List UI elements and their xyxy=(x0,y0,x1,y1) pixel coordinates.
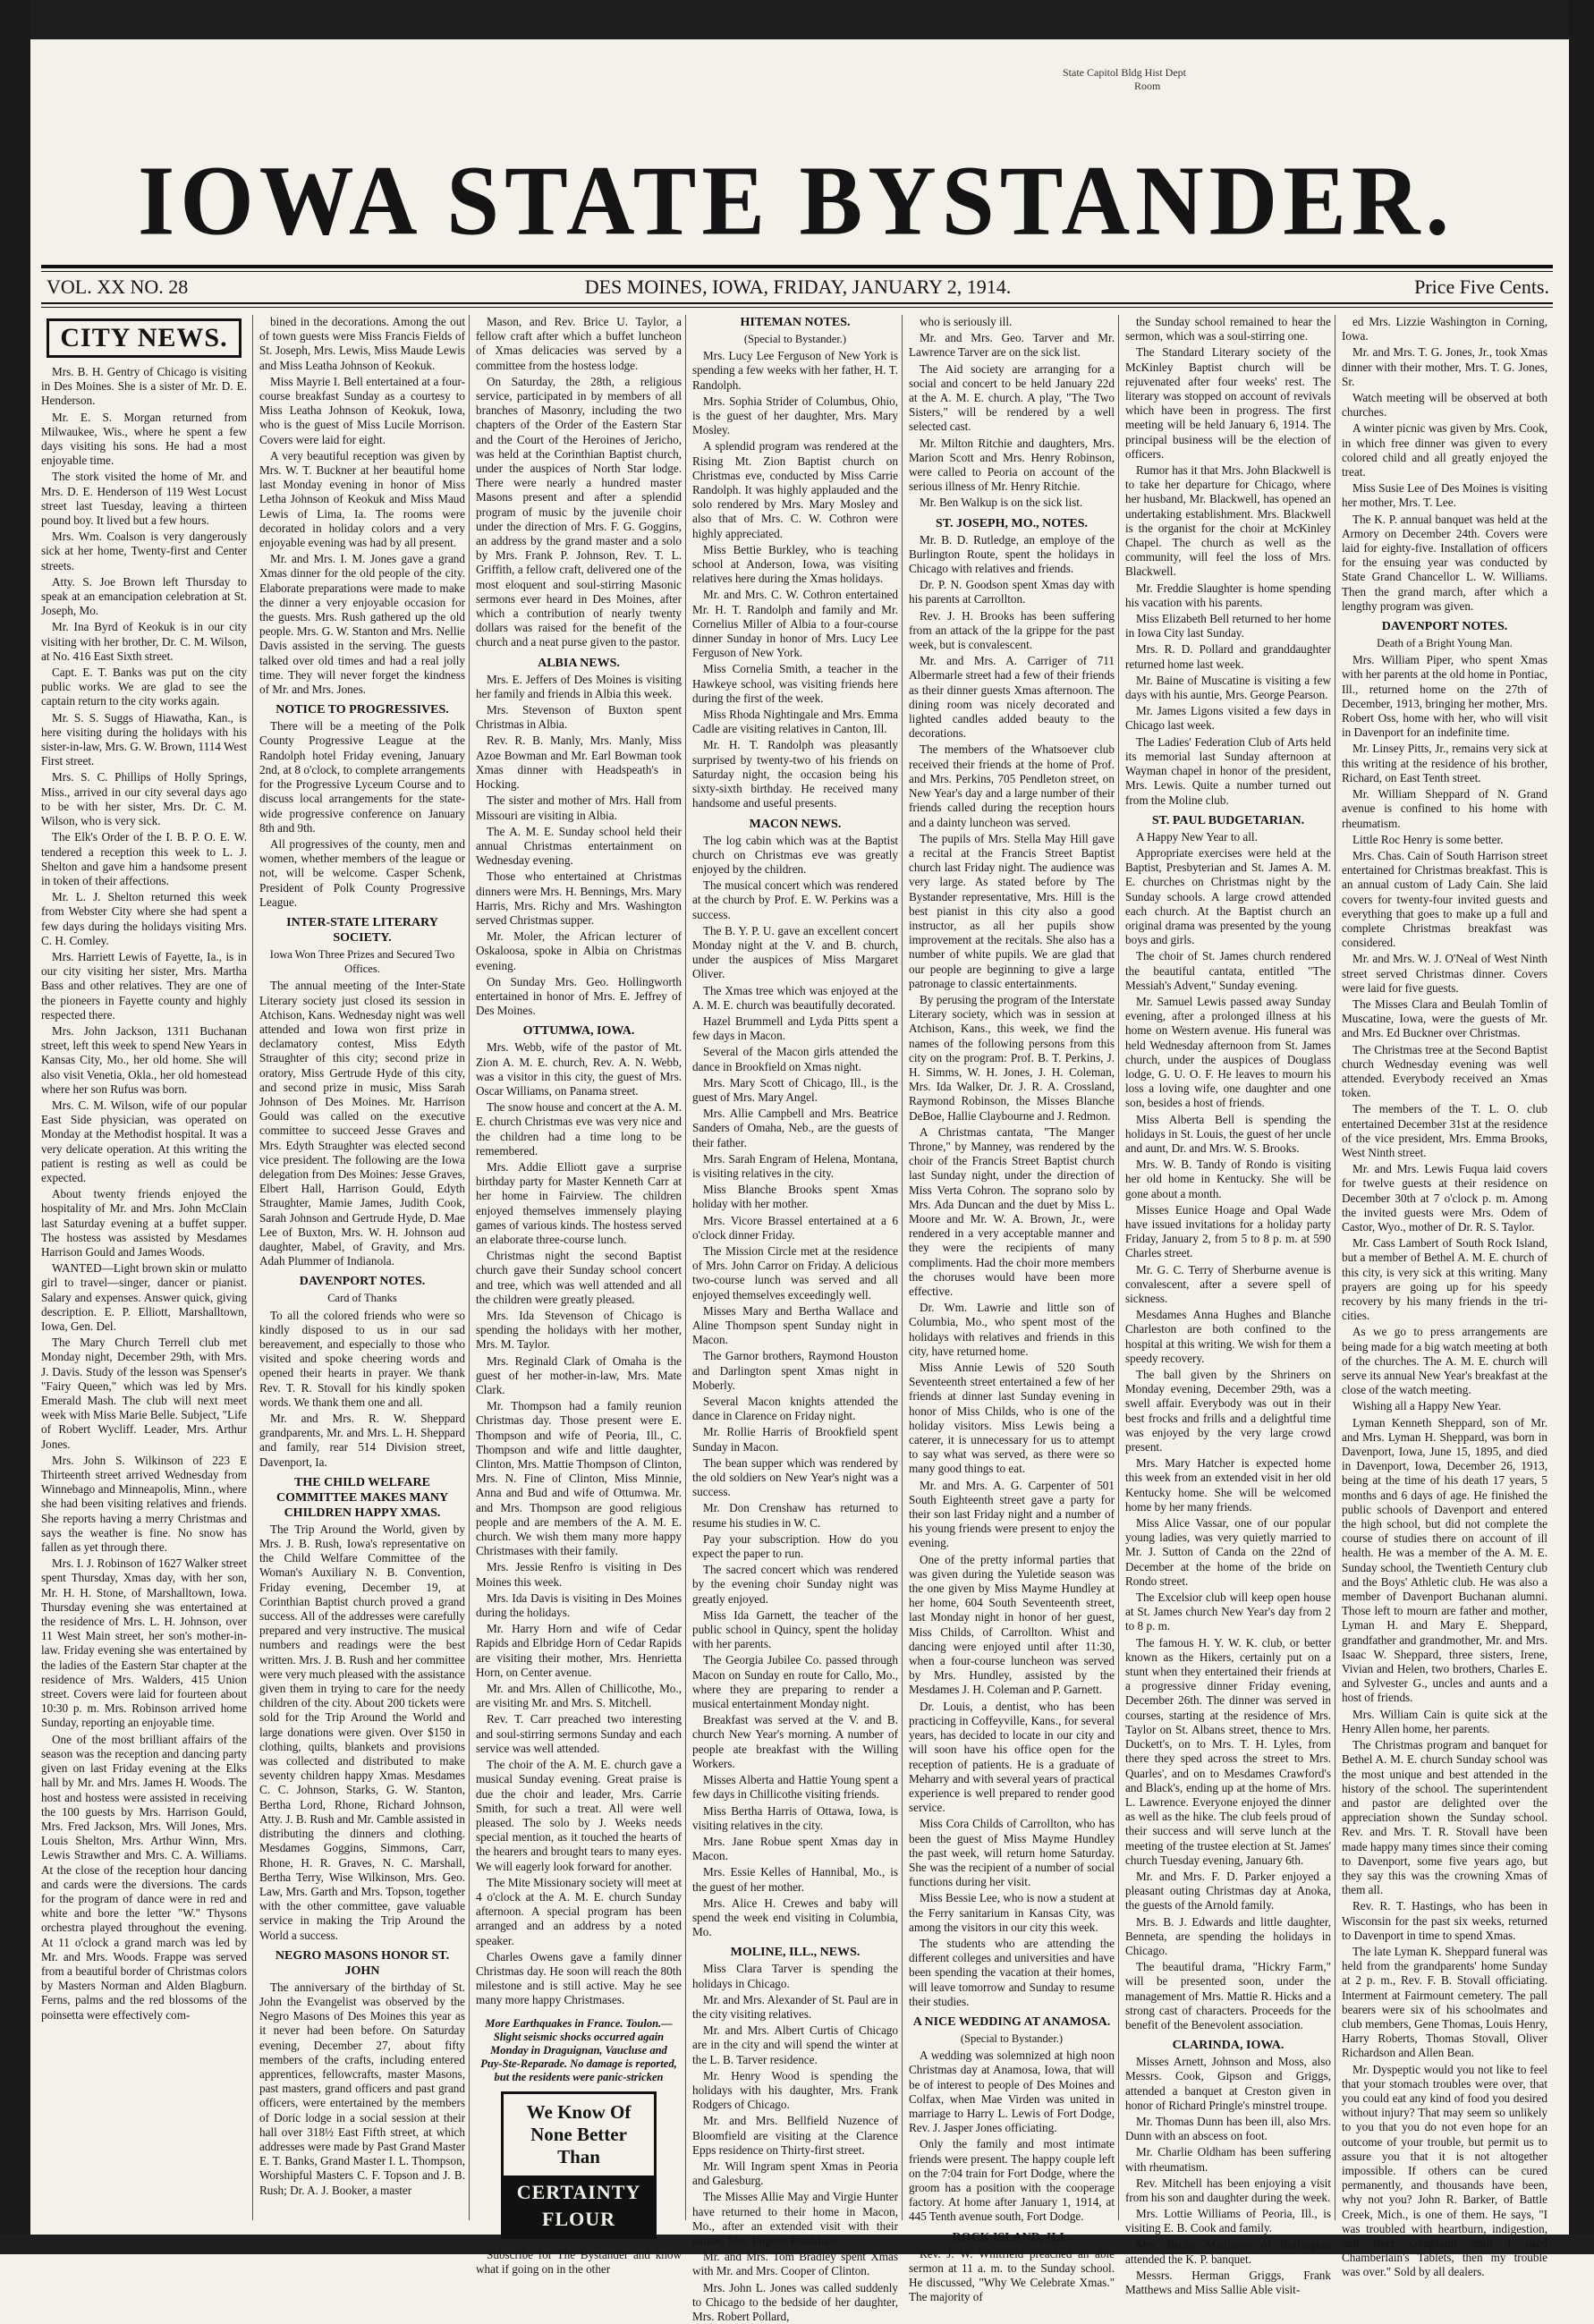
paragraph: Mrs. Alice H. Crewes and baby will spend the week end visiting in Columbia, Mo. xyxy=(692,1896,898,1939)
paragraph: Mesdames Anna Hughes and Blanche Charleston are both confined to the hospital at this writing. We wish for them a speedy recovery. xyxy=(1125,1308,1331,1365)
paragraph: Mr. and Mrs. T. G. Jones, Jr., took Xmas dinner with their mother, Mrs. T. G. Jones, Sr. xyxy=(1342,345,1547,388)
paragraph: Mr. Ina Byrd of Keokuk is in our city visiting with her brother, Dr. C. M. Wilson, at No. 416 East Sixth street. xyxy=(41,620,247,663)
paragraph: The famous H. Y. W. K. club, or better known as the Hikers, certainly put on a stunt when they entertained their friends at a progressive dinner Friday evening, December 26th. The dinner was served in courses, starting at the residence of Mrs. Taylor on St. Albans street, thence to Mrs. Duckett's, on to Mrs. T. H. Lyles, from there they sped across the street to Mrs. Quarles', and on to Mesdames Crawford's and Black's, ending up at the home of Mrs. L. Lawrence. Everyone enjoyed the dinner as well as the hike. The club feels proud of their success and will serve lunch at the meeting of the trustee election at St. James' church Tuesday evening, January 6th. xyxy=(1125,1635,1331,1867)
paragraph: Mr. and Mrs. Allen of Chillicothe, Mo., are visiting Mr. and Mrs. S. Mitchell. xyxy=(476,1682,682,1710)
article-body xyxy=(1125,315,1331,808)
article-heading: A NICE WEDDING AT ANAMOSA. xyxy=(912,2014,1111,2029)
column-2 xyxy=(259,315,465,2220)
article-body xyxy=(909,315,1115,511)
paragraph: Mr. and Mrs. A. Carriger of 711 Albermarle street had a few of their friends as their dinner guests Xmas afternoon. The dining room was nicely decorated and lighted candles added beauty to the decorations. xyxy=(909,654,1115,741)
paragraph: Breakfast was served at the V. and B. church New Year's morning. A number of people ate breakfast with the Willing Workers. xyxy=(692,1713,898,1770)
scan-edge-top xyxy=(0,0,1594,39)
paragraph: The pupils of Mrs. Stella May Hill gave a recital at the Francis Street Baptist church last Friday night. The audience was very large. As stated before by The Bystander representative, Mrs. Hill is the best pianist in this city also a good instructor, as all her pupils show improvement at the recitals. She also has a number of white pupils. We are glad that our people are beginning to give a large patronage to classic entertainments. xyxy=(909,831,1115,990)
article-body xyxy=(259,1309,465,1470)
article-body xyxy=(692,834,898,1940)
paragraph: The Ladies' Federation Club of Arts held its memorial last Sunday afternoon at Wayman chapel in honor of the president, Mrs. Lewis. Quite a number turned out from the Moline club. xyxy=(1125,734,1331,807)
paragraph: Mr. Cass Lambert of South Rock Island, but a member of Bethel A. M. E. church of this city, is very sick at this writing. Many prayers are going up for his speedy recovery by his many friends in the tri-cities. xyxy=(1342,1236,1547,1323)
paragraph: Mr. Harry Horn and wife of Cedar Rapids and Elbridge Horn of Cedar Rapids are visiting their mother, Mrs. Henrietta Horn, on Center avenue. xyxy=(476,1622,682,1679)
stamp-line-2: Room xyxy=(1134,80,1161,92)
column-1 xyxy=(41,315,247,2220)
column-7 xyxy=(1342,315,1547,2279)
volume-number: VOL. XX NO. 28 xyxy=(47,276,189,298)
article-body xyxy=(1125,2055,1331,2297)
paragraph: Mr. S. S. Suggs of Hiawatha, Kan., is here visiting during the holidays with his sister-in-law, Mrs. G. W. Brown, 1114 West First street. xyxy=(41,710,247,768)
paragraph: Mrs. Reginald Clark of Omaha is the guest of her mother-in-law, Mrs. Mate Clark. xyxy=(476,1353,682,1397)
ad-tagline: We Know Of None Better Than xyxy=(526,2100,632,2167)
article-heading: NOTICE TO PROGRESSIVES. xyxy=(276,703,449,717)
paragraph: Mrs. Harriett Lewis of Fayette, Ia., is in our city visiting her sister, Mrs. Martha Bass and other relatives. They are one of the pioneers in Fayette county and highly respected there. xyxy=(41,949,247,1022)
paragraph: Wishing all a Happy New Year. xyxy=(1352,1399,1502,1413)
article-body xyxy=(259,719,465,910)
paragraph: Miss Alice Vassar, one of our popular young ladies, was very quietly married to Mr. J. Sutton of Canda on the 22nd of December at the home of the bride on Rondo street. xyxy=(1125,1516,1331,1588)
paragraph: Mrs. Ida Stevenson of Chicago is spending the holidays with her mother, Mrs. M. Taylor. xyxy=(476,1309,682,1352)
paragraph: bined in the decorations. Among the out of town guests were Miss Francis Fields of St. Joseph, Mrs. Lewis, Miss Maude Lewis and Miss Leatha Johnson of Keokuk. xyxy=(259,315,465,372)
paragraph: Miss Mayrie I. Bell entertained at a four-course breakfast Sunday as a courtesy to Miss Leatha Johnson of Keokuk, Iowa, who is the guest of Miss Lucile Morrison. Covers were laid for eight. xyxy=(259,374,465,446)
masthead-rule xyxy=(41,265,1553,268)
paragraph: One of the most brilliant affairs of the season was the reception and dancing party given on last Friday evening at the Elks hall by Mr. and Mrs. James H. Woods. The host and hostess were assisted in receiving the 100 guests by Mrs. Harrison Gould, Mrs. Fred Jackson, Mrs. Will Jones, Mrs. Louis Shelton, Mrs. Arthur Winn, Mrs. Lewis Strawther and Mrs. C. A. Williams. At the close of the reception hour dancing and cards were the diversions. The cards for the program of dance were in red and white and bore the letter "W." Thysons orchestra played throughout the evening. At 11 o'clock a grand march was led by Mr. and Mrs. Woods. Frappe was served from a beautiful border of Christmas colors by Masters Norman and Alden Blagburn. Ferns, palms and the red blossoms of the poinsetta were effectively com- xyxy=(41,1732,247,2022)
paragraph: Mrs. John S. Wilkinson of 223 E Thirteenth street arrived Wednesday from Winnebago and Minneapolis, Minn., where she had been visiting relatives and friends. She reports having a merry Christmas and says the weather is fine. No snow has fallen as yet through there. xyxy=(41,1453,247,1555)
paragraph: The Garnor brothers, Raymond Houston and Darlington spent Xmas night in Moberly. xyxy=(692,1349,898,1392)
paragraph: Mr. H. T. Randolph was pleasantly surprised by twenty-two of his friends on Saturday night, the occasion being his sixty-sixth birthday. He received many handsome and useful presents. xyxy=(692,738,898,810)
paragraph: Watch meeting will be observed at both churches. xyxy=(1342,391,1547,420)
paragraph: Mrs. Mary Hatcher is expected home this week from an extended visit in her old Kentucky home. She will be welcomed home by her many friends. xyxy=(1125,1456,1331,1514)
paragraph: Mr. Ben Walkup is on the sick list. xyxy=(920,496,1083,510)
paragraph: The musical concert which was rendered at the church by Prof. E. W. Perkins was a success. xyxy=(692,878,898,921)
paragraph: A Christmas cantata, "The Manger Throne," by Manney, was rendered by the choir of the Francis Street Baptist church last Sunday night, under the direction of Miss Verta Cohron. The soprano solo by Mrs. Ada Duncan and the duet by Miss L. Moore and Mr. W. A. Brown, Jr., were rendered in a very acceptable manner and they were the recipients of many compliments. Had the choir more members the choruses would have been more effective. xyxy=(909,1124,1115,1298)
article-subheading: Card of Thanks xyxy=(327,1292,397,1305)
paragraph: Rev. J. W. Whitfield preached an able sermon at 11 a. m. to the Sunday school. He discussed, "Why We Celebrate Xmas." The majority of xyxy=(909,2246,1115,2304)
article-body xyxy=(259,1522,465,1943)
paragraph: Mrs. B. H. Gentry of Chicago is visiting in Des Moines. She is a sister of Mr. D. E. Henderson. xyxy=(41,365,247,408)
column-rule xyxy=(902,315,903,2220)
paragraph: Miss Rhoda Nightingale and Mrs. Emma Cadle are visiting relatives in Canton, Ill. xyxy=(692,708,898,736)
paragraph: Misses Mary and Bertha Wallace and Aline Thompson spent Sunday night in Macon. xyxy=(692,1303,898,1347)
column-3 xyxy=(476,315,682,2276)
paragraph: Appropriate exercises were held at the Baptist, Presbyterian and St. James A. M. E. churches on Christmas night by the Sunday schools. A large crowd attended each church. At the Baptist church an original drama was presented by the young boys and girls. xyxy=(1125,845,1331,947)
paragraph: Mrs. R. D. Pollard and granddaughter returned home last week. xyxy=(1125,642,1331,671)
paragraph: Mr. and Mrs. Lewis Fuqua laid covers for twelve guests at their residence on December 30th at 7 o'clock p. m. Among the invited guests were Mrs. Odem of Castor, Wyo., mother of Dr. R. S. Taylor. xyxy=(1342,1162,1547,1234)
paragraph: Mrs. I. J. Robinson of 1627 Walker street spent Thursday, Xmas day, with her son, Mr. H. H. Stone, of Marshalltown, Iowa. Thursday evening she was entertained at the residence of Mrs. L. H. Johnson, over 11 West Main street, her son's mother-in-law. Friday evening she was entertained by the ladies of the Eastern Star chapter at the residence of Mrs. Walders, 415 Union street. Covers were laid for fourteen about 10:30 p. m. Mrs. Robinson arrived home Sunday, reporting an enjoyable time. xyxy=(41,1556,247,1730)
paragraph: Mr. and Mrs. C. W. Cothron entertained Mr. H. T. Randolph and family and Mr. Cornelius Miller of Albia to a four-course dinner Sunday in honor of Mrs. Lucy Lee Ferguson of New York. xyxy=(692,588,898,660)
masthead xyxy=(54,148,1539,255)
article-heading: MACON NEWS. xyxy=(749,817,842,831)
article-heading: DAVENPORT NOTES. xyxy=(299,1275,426,1289)
paragraph: A splendid program was rendered at the Rising Mt. Zion Baptist church on Christmas eve, conducted by Miss Carrie Randolph. It was highly applauded and the solo rendered by Mrs. Mary Mosley and also that of Mrs. C. W. Cothron were highly appreciated. xyxy=(692,439,898,540)
article-body xyxy=(259,315,465,697)
paragraph: Mr. and Mrs. A. G. Carpenter of 501 South Eighteenth street gave a party for their son last Friday night and a number of his young friends were present to enjoy the evening. xyxy=(909,1478,1115,1550)
article-body xyxy=(909,2247,1115,2305)
paragraph: Mr. Thomas Dunn has been ill, also Mrs. Dunn with an abscess on foot. xyxy=(1125,2114,1331,2143)
paragraph: Miss Alberta Bell is spending the holidays in St. Louis, the guest of her uncle and aunt, Dr. and Mrs. W. S. Brooks. xyxy=(1125,1112,1331,1155)
paragraph: who is seriously ill. xyxy=(920,315,1013,328)
article-heading: INTER-STATE LITERARY SOCIETY. xyxy=(286,915,438,945)
paragraph: The bean supper which was rendered by the old soldiers on New Year's night was a success. xyxy=(692,1455,898,1499)
paragraph: Mrs. Sarah Engram of Helena, Montana, is visiting relatives in the city. xyxy=(692,1151,898,1180)
paragraph: Miss Bessie Lee, who is now a student at the Ferry sanitarium in Kansas City, was among the visitors in our city this week. xyxy=(909,1891,1115,1934)
paragraph: Misses Eunice Hoage and Opal Wade have issued invitations for a holiday party Friday, January 2, from 5 to 8 p. m. at 590 Charles street. xyxy=(1125,1202,1331,1260)
library-stamp xyxy=(1063,66,1206,93)
paragraph: Miss Susie Lee of Des Moines is visiting her mother, Mrs. T. Lee. xyxy=(1342,481,1547,510)
paragraph: The K. P. annual banquet was held at the Armory on December 24th. Covers were laid for eighty-five. Installation of officers for the ensuing year was conducted by State Grand Chancellor L. W. Williams. Then the grand march, after which a lengthy program was given. xyxy=(1342,512,1547,613)
paragraph: Mason, and Rev. Brice U. Taylor, a fellow craft after which a buffet luncheon of Xmas delicacies was served by a committee from the hostess lodge. xyxy=(476,315,682,372)
paragraph: Mr. and Mrs. Alexander of St. Paul are in the city visiting relatives. xyxy=(692,1992,898,2021)
paragraph: A very beautiful reception was given by Mrs. W. T. Buckner at her beautiful home last Monday evening in honor of Miss Letha Johnson of Keokuk and Miss Maud Lewis of Lima, Ia. The rooms were decorated in holiday colors and a very enjoyable evening was had by all present. xyxy=(259,448,465,550)
masthead-rule-thin xyxy=(41,271,1553,272)
paragraph: Mr. and Mrs. I. M. Jones gave a grand Xmas dinner for the old people of the city. Elaborate preparations were made to make the dinner a very enjoyable occasion for the guests. Mrs. Rush gathered up the old people. Mrs. G. W. Stanton and Mrs. Nellie Davis assisted in the serving. The guests talked over old times and had a real jolly time. They will never forget the kindness of Mr. and Mrs. Jones. xyxy=(259,552,465,697)
paragraph: Mrs. Birdie Matthews of Burlington attended the K. P. banquet. xyxy=(1125,2237,1331,2266)
paragraph: Lyman Kenneth Sheppard, son of Mr. and Mrs. Lyman H. Sheppard, was born in Davenport, Iowa, June 15, 1895, and died in Davenport, Iowa, December 26, 1913, being at the time of his death 17 years, 5 months and 6 days of age. He finished the public schools of Davenport and entered the high school, but did not complete the course of studies there on account of ill health. He was a member of the A. M. E. Sunday school, the Twentieth Century club and the Boys' Athletic club. He was also a member of Davenport Buchanan alumni. Those left to mourn are father and mother, Lyman H. and Mary E. Sheppard, grandfather and grandmother, Mr. and Mrs. Isaac W. Sheppard, three sisters, Irene, Vivian and Helen, two brothers, Charles E. and Sylvester G., uncles and aunts and a host of friends. xyxy=(1342,1415,1547,1705)
paragraph: Rev. Mitchell has been enjoying a visit from his son and daughter during the week. xyxy=(1125,2176,1331,2204)
paragraph: Mr. Will Ingram spent Xmas in Peoria and Galesburg. xyxy=(692,2159,898,2188)
paragraph: A wedding was solemnized at high noon Christmas day at Anamosa, Iowa, that will be of interest to people of Des Moines and Colfax, when Mae Virden was united in marriage to Harry L. Lewis of Fort Dodge, Rev. J. Jasper Jones officiating. xyxy=(909,2048,1115,2135)
paragraph: Only the family and most intimate friends were present. The happy couple left on the 7:04 train for Fort Dodge, where the groom has a position with the cooperage factory. At home after January 1, 1914, at 445 Tenth avenue south, Fort Dodge. xyxy=(909,2137,1115,2224)
article-body xyxy=(476,315,682,650)
column-rule xyxy=(469,315,470,2220)
subscribe-note: Subscribe for The Bystander and know what if going on in the other xyxy=(476,2247,682,2276)
article-body xyxy=(259,1980,465,2198)
article-heading: ST. JOSEPH, MO., NOTES. xyxy=(935,516,1089,530)
paragraph: Mrs. William Cain is quite sick at the Henry Allen home, her parents. xyxy=(1342,1707,1547,1735)
paragraph: Mr. Freddie Slaughter is home spending his vacation with his parents. xyxy=(1125,581,1331,609)
city-news-heading: CITY NEWS. xyxy=(47,318,242,358)
paragraph: The beautiful drama, "Hickry Farm," will be presented soon, under the management of Mrs. Mattie R. Hicks and a strong cast of characters. Proceeds for the benefit of the Benevolent association. xyxy=(1125,1960,1331,2031)
paragraph: Atty. S. Joe Brown left Thursday to speak at an emancipation celebration at St. Joseph, Mo. xyxy=(41,574,247,618)
paragraph: Mrs. W. B. Tandy of Rondo is visiting her old home in Kentucky. She will be gone about a month. xyxy=(1125,1158,1331,1200)
paragraph: Mr. Moler, the African lecturer of Oskaloosa, spoke in Albia on Christmas evening. xyxy=(476,929,682,972)
paragraph: Messrs. Herman Griggs, Frank Matthews and Miss Sallie Able visit- xyxy=(1125,2269,1331,2297)
paragraph: Mrs. Essie Kelles of Hannibal, Mo., is the guest of her mother. xyxy=(692,1865,898,1894)
paragraph: Mr. Thompson had a family reunion Christmas day. Those present were E. Thompson and wife of Peoria, Ill., C. Thompson and wife and little daughter, Clinton, Mrs. Mattie Thompson of Clinton, Mrs. N. Fine of Clinton, Miss Minnie, Anna and Bud and wife of Ottumwa. Mr. and Mrs. Thompson are good religious people and are members of the A. M. E. church. We wish them many more happy Christmases with their family. xyxy=(476,1399,682,1558)
article-body xyxy=(909,2048,1115,2224)
paragraph: A Happy New Year to all. xyxy=(1136,829,1258,844)
column-4 xyxy=(692,315,898,2323)
article-heading: DAVENPORT NOTES. xyxy=(1381,620,1508,634)
paragraph: Several Macon knights attended the dance in Clarence on Friday night. xyxy=(692,1395,898,1423)
paragraph: The members of the Whatsoever club received their friends at the home of Prof. and Mrs. Perkins, 705 Pendleton street, on New Year's day and a large number of their friends called during the reception hours and a dainty luncheon was served. xyxy=(909,742,1115,829)
paragraph: Mrs. Stevenson of Buxton spent Christmas in Albia. xyxy=(476,703,682,732)
article-heading: MOLINE, ILL., NEWS. xyxy=(730,1946,861,1960)
paragraph: The sister and mother of Mrs. Hall from Missouri are visiting in Albia. xyxy=(476,793,682,822)
paragraph: The Georgia Jubilee Co. passed through Macon on Sunday en route for Callo, Mo., where they are preparing to render a musical entertainment Monday night. xyxy=(692,1653,898,1711)
paragraph: The Misses Allie May and Virgie Hunter have returned to their home in Macon, Mo., after an extended visit with their auntie, Mrs. Eugene Bradshaw. xyxy=(692,2190,898,2247)
paragraph: Mr. and Mrs. Tom Bradley spent Xmas with Mr. and Mrs. Cooper of Clinton. xyxy=(692,2250,898,2278)
paragraph: Miss Annie Lewis of 520 South Seventeenth street entertained a few of her friends at dinner last Sunday evening in honor of Miss Childs, who is one of the holiday visitors. Miss Lewis being a caterer, it is unnecessary for us to attempt to say what was served, as there were so many good things to eat. xyxy=(909,1361,1115,1476)
paragraph: Dr. Louis, a dentist, who has been practicing in Coffeyville, Kans., for several years, has decided to locate in our city and will soon have his office open for the reception of patients. He is a graduate of Meharry and with several years of practical experience is well prepared to render good service. xyxy=(909,1699,1115,1815)
paragraph: Mr. and Mrs. Albert Curtis of Chicago are in the city and will spend the winter at the L. B. Tarver residence. xyxy=(692,2023,898,2066)
paragraph: The annual meeting of the Inter-State Literary society just closed its session in Atchison, Kans. Wednesday night was well attended and Iowa won first prize in declamatory contest, Miss Edyth Straughter of this city; second prize in oratory, Miss Gertrude Hyde of this city, and second prize in music, Miss Sarah Johnson of Des Moines. Mr. Harrison Gould was called on the executive committee to succeed Jesse Graves and Mrs. Edyth Straughter was elected second vice president. The following are the Iowa delegation from Des Moines: Jesse Graves, Elbert Hall, Harrison Gould, Edyth Straughter, Mamie James, Judith Cook, Sarah Johnson and Gertrude Hyde, D. Mae Lee of Buxton, Mrs. W. H. Johnson aud daughter, Mabel, of Gravity, and Mrs. Adah Plummer of Indianola. xyxy=(259,979,465,1268)
paragraph: The students who are attending the different colleges and universities and have been spending the vacation at their homes, will leave tomorrow and Sunday to resume their studies. xyxy=(909,1936,1115,2008)
paragraph: Miss Bettie Burkley, who is teaching school at Anderson, Iowa, was visiting relatives here during the Xmas holidays. xyxy=(692,542,898,586)
paragraph: Mrs. E. Jeffers of Des Moines is visiting her family and friends in Albia this week. xyxy=(476,672,682,700)
article-subheading: Iowa Won Three Prizes and Secured Two Offices. xyxy=(269,947,455,976)
paragraph: Mr. L. J. Shelton returned this week from Webster City where she had spent a few days during the holidays visiting Mrs. C. H. Comley. xyxy=(41,890,247,947)
paragraph: The choir of the A. M. E. church gave a musical Sunday evening. Great praise is due the choir and leader, Mrs. Carrie Smith, for such a treat. All were well pleased. The solo by J. Weeks needs special mention, as it touched the hearts of the hearers and brought tears to many eyes. We will eagerly look forward for another. xyxy=(476,1758,682,1873)
article-body xyxy=(41,365,247,2023)
paragraph: The anniversary of the birthday of St. John the Evangelist was observed by the Negro Masons of Des Moines this year as it never had been before. On Saturday evening, December 27, about fifty members of the crafts, including entered apprentices, fellowcrafts, master Masons, past masters, grand officers and past grand officers, were entertained by the members of Doric lodge in a social session at their hall over 318½ East Fifth street, at which addresses were made by Past Grand Master E. T. Banks, Grand Master I. L. Thompson, Worshipful Masters C. F. Topson and J. B. Rush; Dr. A. J. Booker, a master xyxy=(259,1980,465,2197)
paragraph: Several of the Macon girls attended the dance in Brookfield on Xmas night. xyxy=(692,1045,898,1073)
paragraph: Mrs. B. J. Edwards and little daughter, Benneta, are spending the holidays in Chicago. xyxy=(1125,1914,1331,1957)
paragraph: Mr. G. C. Terry of Sherburne avenue is convalescent, after a severe spell of sickness. xyxy=(1125,1262,1331,1305)
column-rule xyxy=(1118,315,1119,2220)
paragraph: On Saturday, the 28th, a religious service, participated in by members of all branches of Masonry, including the two chapters of the Order of the Eastern Star and the Court of the Heroines of Jericho, was held at the Corinthian Baptist church, under the auspices of North Star lodge. There were nearly a hundred master Masons present and after a splendid program of music by the juvenile choir under the direction of Mrs. F. G. Goggins, an address by the grand master and a solo by Mrs. Frank P. Johnson, Rev. T. L. Griffith, a fellow craft, delivered one of the most eloquent and soul-stirring Masonic sermons ever heard in Des Moines, after which a contribution of nearly twenty dollars was raised for the benefit of the church and a neat purse given to the pastor. xyxy=(476,374,682,649)
paragraph: Misses Alberta and Hattie Young spent a few days in Chillicothe visiting friends. xyxy=(692,1773,898,1802)
dateline xyxy=(47,274,1549,301)
price: Price Five Cents. xyxy=(1414,276,1549,298)
paragraph: Mrs. Jane Robue spent Xmas day in Macon. xyxy=(692,1834,898,1863)
paragraph: Mr. William Sheppard of N. Grand avenue is confined to his home with rheumatism. xyxy=(1342,787,1547,830)
paragraph: On Sunday Mrs. Geo. Hollingworth entertained in honor of Mrs. E. Jeffrey of Des Moines. xyxy=(476,974,682,1018)
paragraph: Dr. P. N. Goodson spent Xmas day with his parents at Carrollton. xyxy=(909,578,1115,606)
paragraph: Miss Cornelia Smith, a teacher in the Hawkeye school, was visiting friends here during the first of the week. xyxy=(692,662,898,705)
article-body xyxy=(1342,315,1547,614)
paragraph: The stork visited the home of Mr. and Mrs. D. E. Henderson of 119 West Locust street last Tuesday, leaving a thirteen pound boy. It lived but a few hours. xyxy=(41,470,247,528)
paragraph: The late Lyman K. Sheppard funeral was held from the grandparents' home Sunday at 2 p. m., Rev. F. B. Stovall officiating. Interment at Fairmount cemetery. The pall bearers were six of his schoolmates and club members, Gene Thomas, Louis Henry, Harry Roberts, Thomas Stovall, Oliver Richardson and Allen Bean. xyxy=(1342,1944,1547,2060)
paragraph: The Elk's Order of the I. B. P. O. E. W. tendered a reception this week to L. J. Shelton and gave him a handsome present in token of their affections. xyxy=(41,830,247,887)
paragraph: The Christmas program and banquet for Bethel A. M. E. church Sunday school was the most unique and best attended in the history of the school. The superintendent and pastor are delighted over the appreciation shown the Sunday school. Rev. and Mrs. T. R. Stovall have been made happy many times since their coming to Davenport, some five years ago, but they say this was the crowning Xmas of them all. xyxy=(1342,1738,1547,1897)
paragraph: Mr. Linsey Pitts, Jr., remains very sick at this writing at the residence of his brother, Richard, on East Tenth street. xyxy=(1342,742,1547,785)
article-body xyxy=(259,979,465,1268)
paragraph: The Christmas tree at the Second Baptist church Wednesday evening was well attended. Everybody received an Xmas token. xyxy=(1342,1042,1547,1100)
paragraph: Mr. and Mrs. F. D. Parker enjoyed a pleasant outing Christmas day at Anoka, the guests of the Arnold family. xyxy=(1125,1869,1331,1913)
paragraph: Mr. Samuel Lewis passed away Sunday evening, after a prolonged illness at his home on Western avenue. His funeral was held Wednesday afternoon from St. James church, under the auspices of Douglass lodge, G. U. O. F. He leaves to mourn his loss a loving wife, one daughter and one son, besides a host of friends. xyxy=(1125,994,1331,1110)
newspaper-title: IOWA STATE BYSTANDER. xyxy=(138,146,1454,256)
paragraph: Christmas night the second Baptist church gave their Sunday school concert and tree, which was well attended and all the children were greatly pleased. xyxy=(476,1249,682,1306)
paragraph: Mr. Don Crenshaw has returned to resume his studies in W. C. xyxy=(692,1501,898,1530)
paragraph: To all the colored friends who were so kindly disposed to us in our sad bereavement, and especially to those who visited and spoke cheering words and opened their hearts in prayer. We thank Rev. T. R. Stovall for his kindly spoken words. We thank them one and all. xyxy=(259,1308,465,1409)
paragraph: Miss Ida Garnett, the teacher of the public school in Quincy, spent the holiday with her parents. xyxy=(692,1607,898,1651)
paragraph: Miss Elizabeth Bell returned to her home in Iowa City last Sunday. xyxy=(1125,612,1331,640)
paragraph: Mrs. Wm. Coalson is very dangerously sick at her home, Twenty-first and Center streets. xyxy=(41,530,247,573)
paragraph: Mr. Milton Ritchie and daughters, Mrs. Marion Scott and Mrs. Henry Robinson, were called to Peoria on account of the serious illness of Mr. Henry Ritchie. xyxy=(909,436,1115,494)
column-rule xyxy=(252,315,253,2220)
paragraph: The ball given by the Shriners on Monday evening, December 29th, was a swell affair. Everybody was out in their best frocks and frills and a delightful time was enjoyed by the very large crowd present. xyxy=(1125,1368,1331,1455)
paragraph: Pay your subscription. How do you expect the paper to run. xyxy=(692,1531,898,1561)
paragraph: Rev. T. Carr preached two interesting and soul-stirring sermons Sunday and each service was well attended. xyxy=(476,1712,682,1755)
article-heading: THE CHILD WELFARE COMMITTEE MAKES MANY CHILDREN HAPPY XMAS. xyxy=(276,1475,449,1520)
paragraph: Mr. and Mrs. Geo. Tarver and Mr. Lawrence Tarver are on the sick list. xyxy=(909,331,1115,360)
paragraph: Mrs. Mary Scott of Chicago, Ill., is the guest of Mrs. Mary Angel. xyxy=(692,1075,898,1104)
earthquake-brief: More Earthquakes in France. Toulon.—Slight seismic shocks occurred again Monday in Draguignan, Vaucluse and Puy-Ste-Reparade. No damage is reported, but the residents were panic-stricken xyxy=(480,2016,677,2083)
column-rule xyxy=(685,315,686,2220)
article-body xyxy=(476,1040,682,2007)
column-6 xyxy=(1125,315,1331,2297)
paragraph: The Standard Literary society of the McKinley Baptist church will be rejuvenated after four weeks' rest. The literary was stopped on account of revivals which have been in progress. The first meeting will be held January 6, 1914. The principal business will be the election of officers. xyxy=(1125,345,1331,461)
article-heading: HITEMAN NOTES. xyxy=(740,316,851,329)
paragraph: Rev. J. H. Brooks has been suffering from an attack of the la grippe for the past week, but is convalescent. xyxy=(909,608,1115,652)
paragraph: The Trip Around the World, given by Mrs. J. B. Rush, Iowa's representative on the Child Welfare Committee of the Woman's Auxiliary N. B. Convention, Friday evening, December 19, at Corinthian Baptist church proved a grand success. All of the addresses were carefully prepared and very instructive. The musical numbers and readings were the best written. Mrs. J. B. Rush and her committee were very much pleased with the assistance given them in trying to care for the needy children of the city. About 200 tickets were sold for the Trip Around the World and large donations were given. Over $150 in clothing, quilts, blankets and provisions was collected and distributed to make seventy children happy Xmas. Mesdames C. C. Johnson, Starks, G. W. Stanton, Bertha Lord, Rhone, Richard Johnson, Atty. J. B. Rush and Mr. Camble assisted in distributing the dinners and clothing. Mesdames Goggins, Simmons, Carr, Rhone, H. R. Graves, N. C. Marshall, Bertha Terry, Wise Wilkinson, Mrs. Geo. Law, Mrs. Garth and Mrs. Topson, together with the other committee, gave valuable service in making the Trip Around the World a success. xyxy=(259,1522,465,1942)
paragraph: Mrs. Lucy Lee Ferguson of New York is spending a few weeks with her father, H. T. Randolph. xyxy=(692,349,898,392)
paragraph: Dr. Wm. Lawrie and little son of Columbia, Mo., who spent most of the holidays with relatives and friends in this city, have returned home. xyxy=(909,1301,1115,1358)
paragraph: WANTED—Light brown skin or mulatto girl to travel—singer, dancer or pianist. Salary and expenses. Answer quick, giving description. E. P. Elliott, Marshalltown, Iowa, Gen. Del. xyxy=(41,1261,247,1333)
paragraph: The A. M. E. Sunday school held their annual Christmas entertainment on Wednesday evening. xyxy=(476,824,682,868)
article-body xyxy=(692,1962,898,2324)
paragraph: Mrs. Sophia Strider of Columbus, Ohio, is the guest of her daughter, Mrs. Mary Mosley. xyxy=(692,394,898,437)
paragraph: Mrs. Allie Campbell and Mrs. Beatrice Sanders of Omaha, Neb., are the guests of their father. xyxy=(692,1107,898,1149)
paragraph: Mr. Henry Wood is spending the holidays with his daughter, Mrs. Frank Rodgers of Chicago. xyxy=(692,2068,898,2112)
article-heading: NEGRO MASONS HONOR ST. JOHN xyxy=(275,1948,450,1978)
paragraph: Mr. B. D. Rutledge, an employe of the Burlington Route, spent the holidays in Chicago with relatives and friends. xyxy=(909,532,1115,576)
article-body xyxy=(909,533,1115,2009)
place-date: DES MOINES, IOWA, FRIDAY, JANUARY 2, 1914. xyxy=(584,276,1012,298)
paragraph: The snow house and concert at the A. M. E. church Christmas eve was very nice and the children had a time long to be remembered. xyxy=(476,1100,682,1158)
paragraph: The Mission Circle met at the residence of Mrs. John Carror on Friday. A delicious two-course lunch was served and all enjoyed themselves exceedingly well. xyxy=(692,1243,898,1302)
paragraph: Rumor has it that Mrs. John Blackwell is to take her departure for Chicago, where her husband, Mr. Blackwell, has opened an undertaking establishment. Mrs. Blackwell is the organist for the choir at McKinley Chapel. The church as well as the community, will feel the loss of Mrs. Blackwell. xyxy=(1125,463,1331,579)
paragraph: Mrs. Ida Davis is visiting in Des Moines during the holidays. xyxy=(476,1590,682,1620)
paragraph: There will be a meeting of the Polk County Progressive League at the Randolph hotel Friday evening, January 2nd, at 8 o'clock, to complete arrangements for the Progressive Lyceum Course and to discuss local arrangements for the state-wide progressive conference on January 8th and 9th. xyxy=(259,719,465,835)
paragraph: Mrs. Jessie Renfro is visiting in Des Moines this week. xyxy=(476,1560,682,1589)
paragraph: Mrs. William Piper, who spent Xmas with her parents at the old home in Pontiac, Ill., returned home on the 27th of December, 1913, bringing her mother, Mrs. Robert Oss, home with her, who will visit in Davenport for an indefinite time. xyxy=(1342,653,1547,740)
paragraph: Mrs. Vicore Brassel entertained at a 6 o'clock dinner Friday. xyxy=(692,1213,898,1242)
paragraph: The Excelsior club will keep open house at St. James church New Year's day from 2 to 8 p. m. xyxy=(1125,1590,1331,1633)
paragraph: Mr. Rollie Harris of Brookfield spent Sunday in Macon. xyxy=(692,1425,898,1454)
paragraph: The Aid society are arranging for a social and concert to be held January 22d at the A. M. E. church. A play, "The Two Sisters," will be rendered by a well selected cast. xyxy=(909,361,1115,434)
paragraph: ed Mrs. Lizzie Washington in Corning, Iowa. xyxy=(1342,315,1547,344)
article-subheading: Death of a Bright Young Man. xyxy=(1377,637,1513,650)
scan-edge-right xyxy=(1569,0,1594,2254)
article-body xyxy=(1125,830,1331,2032)
paragraph: Mrs. John Jackson, 1311 Buchanan street, left this week to spend New Years in Kansas City, Mo., her old home. She will also visit Venetia, Okla., her old homestead where her son Rufus was born. xyxy=(41,1023,247,1096)
paragraph: Mrs. Webb, wife of the pastor of Mt. Zion A. M. E. church, Rev. A. N. Webb, was a visitor in this city, the guest of Mrs. Oscar Williams, on Panama street. xyxy=(476,1040,682,1098)
article-body xyxy=(476,673,682,1019)
paragraph: As we go to press arrangements are being made for a big watch meeting at both of the churches. The A. M. E. church will serve its annual New Year's breakfast at the close of the watch meeting. xyxy=(1342,1325,1547,1397)
paragraph: Mrs. Lottie Williams of Peoria, Ill., is visiting E. B. Cook and family. xyxy=(1125,2207,1331,2235)
article-heading: ALBIA NEWS. xyxy=(538,656,620,670)
paragraph: Capt. E. T. Banks was put on the city public works. We are glad to see the captain return to the city works again. xyxy=(41,666,247,708)
paragraph: Mrs. C. M. Wilson, wife of our popular East Side physician, was operated on Monday at the Methodist hospital. It was a very delicate operation. At this writing the patient is resting as well as could be expected. xyxy=(41,1098,247,1184)
paragraph: The Mite Missionary society will meet at 4 o'clock at the A. M. E. church Sunday afternoon. A special program has been arranged and an address by a noted speaker. xyxy=(476,1875,682,1947)
paragraph: One of the pretty informal parties that was given during the Yuletide season was the one given by Miss Mayme Hundley at her home, 604 South Seventeenth street, last Monday night in honor of her guest, Miss Childs, of Carrollton. Whist and dancing were enjoyed until after 11:30, when a four-course luncheon was served by Mrs. Hundley, assisted by the Mesdames J. H. Coleman and P. Garnett. xyxy=(909,1552,1115,1697)
paragraph: Mrs. Addie Elliott gave a surprise birthday party for Master Kenneth Carr at her home in Fairview. The children enjoyed themselves immensely playing games of various kinds. The hostess served an elaborate three-course lunch. xyxy=(476,1159,682,1246)
paragraph: Miss Cora Childs of Carrollton, who has been the guest of Miss Mayme Hundley the past week, will return home Saturday. She was the recipient of a number of social functions during her visit. xyxy=(909,1817,1115,1889)
paragraph: Misses Arnett, Johnson and Moss, also Messrs. Cook, Gipson and Griggs, attended a banquet at Creston given in honor of Richard Pringle's minstrel troupe. xyxy=(1125,2055,1331,2112)
paragraph: Little Roc Henry is some better. xyxy=(1352,832,1504,846)
ad-brand: CERTAINTY FLOUR xyxy=(504,2176,654,2236)
paragraph: Mrs. John L. Jones was called suddenly to Chicago to the bedside of her daughter, Mrs. Robert Pollard, xyxy=(692,2280,898,2323)
paragraph: Miss Bertha Harris of Ottawa, Iowa, is visiting relatives in the city. xyxy=(692,1803,898,1832)
paragraph: Mr. and Mrs. R. W. Sheppard grandparents, Mr. and Mrs. L. H. Sheppard and family, rear 514 Division street, Davenport, Ia. xyxy=(259,1412,465,1469)
column-5 xyxy=(909,315,1115,2304)
paragraph: A winter picnic was given by Mrs. Cook, in which free dinner was given to every colored child and all greatly enjoyed the treat. xyxy=(1342,421,1547,479)
paragraph: Mrs. Chas. Cain of South Harrison street entertained for Christmas breakfast. This is an annual custom of Lady Cain. She laid covers for twenty-four invited guests and everything that goes to make up a full and complete Christmas breakfast was considered. xyxy=(1342,848,1547,950)
paragraph: Mr. E. S. Morgan returned from Milwaukee, Wis., where he spent a few days visiting his sons. He had a most enjoyable time. xyxy=(41,410,247,468)
article-body xyxy=(692,349,898,810)
paragraph: The Misses Clara and Beulah Tomlin of Muscatine, Iowa, were the guests of Mr. and Mrs. Ed Buckner over Christmas. xyxy=(1342,997,1547,1040)
paragraph: the Sunday school remained to hear the sermon, which was a soul-stirring one. xyxy=(1125,315,1331,344)
paragraph: Mr. James Ligons visited a few days in Chicago last week. xyxy=(1125,704,1331,733)
article-subheading: (Special to Bystander.) xyxy=(960,2031,1064,2045)
paragraph: Mrs. S. C. Phillips of Holly Springs, Miss., arrived in our city several days ago to be with her sister, Mrs. Dr. C. M. Wilson, who is very sick. xyxy=(41,770,247,828)
paragraph: Rev. R. B. Manly, Mrs. Manly, Miss Azoe Bowman and Mr. Earl Bowman took Xmas dinner with Headspeath's in Hocking. xyxy=(476,734,682,792)
paragraph: Miss Blanche Brooks spent Xmas holiday with her mother. xyxy=(692,1183,898,1211)
paragraph: Miss Clara Tarver is spending the holidays in Chicago. xyxy=(692,1962,898,1990)
paragraph: Mr. and Mrs. W. J. O'Neal of West Ninth street served Christmas dinner. Covers were laid for five guests. xyxy=(1342,952,1547,995)
paragraph: Mr. Baine of Muscatine is visiting a few days with his auntie, Mrs. George Pearson. xyxy=(1125,673,1331,702)
paragraph: The Mary Church Terrell club met Monday night, December 29th, with Mrs. J. Davis. Study of the lesson was Spenser's "Fairy Queen," which was led by Mrs. Emerald Mash. The club will next meet week with Miss Marie Belle. Subject, "Life of Robert Wycliff. Leader, Mrs. Arthur Jones. xyxy=(41,1336,247,1451)
paragraph: About twenty friends enjoyed the hospitality of Mr. and Mrs. John McClain last Saturday evening at a buffet supper. The hostess was assisted by Mesdames Harrison Gould and James Woods. xyxy=(41,1187,247,1259)
article-heading: CLARINDA, IOWA. xyxy=(1172,2039,1285,2053)
paragraph: Those who entertained at Christmas dinners were Mrs. H. Bennings, Mrs. Mary Harris, Mrs. Richy and Mrs. Washington served Christmas supper. xyxy=(476,869,682,927)
paragraph: The Xmas tree which was enjoyed at the A. M. E. church was beautifully decorated. xyxy=(692,983,898,1012)
dateline-rule-thin xyxy=(41,307,1553,308)
paragraph: Charles Owens gave a family dinner Christmas day. He soon will reach the 80th milestone and is still active. May he see many more happy Christmases. xyxy=(476,1949,682,2007)
paragraph: All progressives of the county, men and women, whether members of the league or not, will be welcome. Casper Schenk, President of Polk County Progressive League. xyxy=(259,836,465,909)
paragraph: The sacred concert which was rendered by the evening choir Sunday night was greatly enjoyed. xyxy=(692,1563,898,1606)
paragraph: By perusing the program of the Interstate Literary society, which was in session at Atchison, Kans., this week, we find the names of the following persons from this city on the program: Prof. B. T. Perkins, J. H. Simms, W. H. Jones, J. H. Coleman, Mrs. Ida Walker, Dr. J. R. A. Crossland, Raymond Robinson, the Misses Blanche DeBoe, Hallie Claybourne and J. Redmon. xyxy=(909,992,1115,1123)
paragraph: The B. Y. P. U. gave an excellent concert Monday night at the V. and B. church, under the auspices of Miss Margaret Oliver. xyxy=(692,923,898,981)
article-heading: ST. PAUL BUDGETARIAN. xyxy=(1151,813,1305,827)
stamp-line-1: State Capitol Bldg Hist Dept xyxy=(1063,66,1186,79)
paragraph: The log cabin which was at the Baptist church on Christmas eve was greatly enjoyed by the children. xyxy=(692,833,898,876)
paragraph: Mr. and Mrs. Bellfield Nuzence of Bloomfield are visiting at the Clarence Epps residence on Thirty-first street. xyxy=(692,2114,898,2157)
paragraph: Rev. R. T. Hastings, who has been in Wisconsin for the past six weeks, returned to Davenport in time to spend Xmas. xyxy=(1342,1899,1547,1942)
dateline-rule xyxy=(41,302,1553,304)
paragraph: The members of the T. L. O. club entertained December 31st at the residence of the vice president, Mrs. Emma Brooks, West Ninth street. xyxy=(1342,1102,1547,1159)
article-heading: OTTUMWA, IOWA. xyxy=(522,1024,635,1039)
flour-advertisement xyxy=(501,2091,657,2239)
scan-edge-left xyxy=(0,0,30,2254)
article-subheading: (Special to Bystander.) xyxy=(743,333,847,345)
article-body xyxy=(1342,653,1547,2279)
paragraph: Hazel Brummell and Lyda Pitts spent a few days in Macon. xyxy=(692,1014,898,1043)
article-heading: ROCK ISLAND, ILL. xyxy=(952,2230,1072,2244)
paragraph: Mr. Dyspeptic would you not like to feel that your stomach troubles were over, that you could eat any kind of food you desired without injury? That may seem so unlikely to you that you do not even hope for an outcome of your trouble, but permit us to assure you that it is not altogether impossible. If others can be cured permanently, and thousands have been, why not you? John R. Barker, of Battle Creek, Mich., is one of them. He says, "I was troubled with heartburn, indigestion, and liver complaint until I used Chamberlain's Tablets, then my trouble was over." Sold by all dealers. xyxy=(1342,2062,1547,2279)
paragraph: Mr. Charlie Oldham has been suffering with rheumatism. xyxy=(1125,2145,1331,2174)
paragraph: The choir of St. James church rendered the beautiful cantata, entitled "The Messiah's Advent," Sunday evening. xyxy=(1125,949,1331,992)
